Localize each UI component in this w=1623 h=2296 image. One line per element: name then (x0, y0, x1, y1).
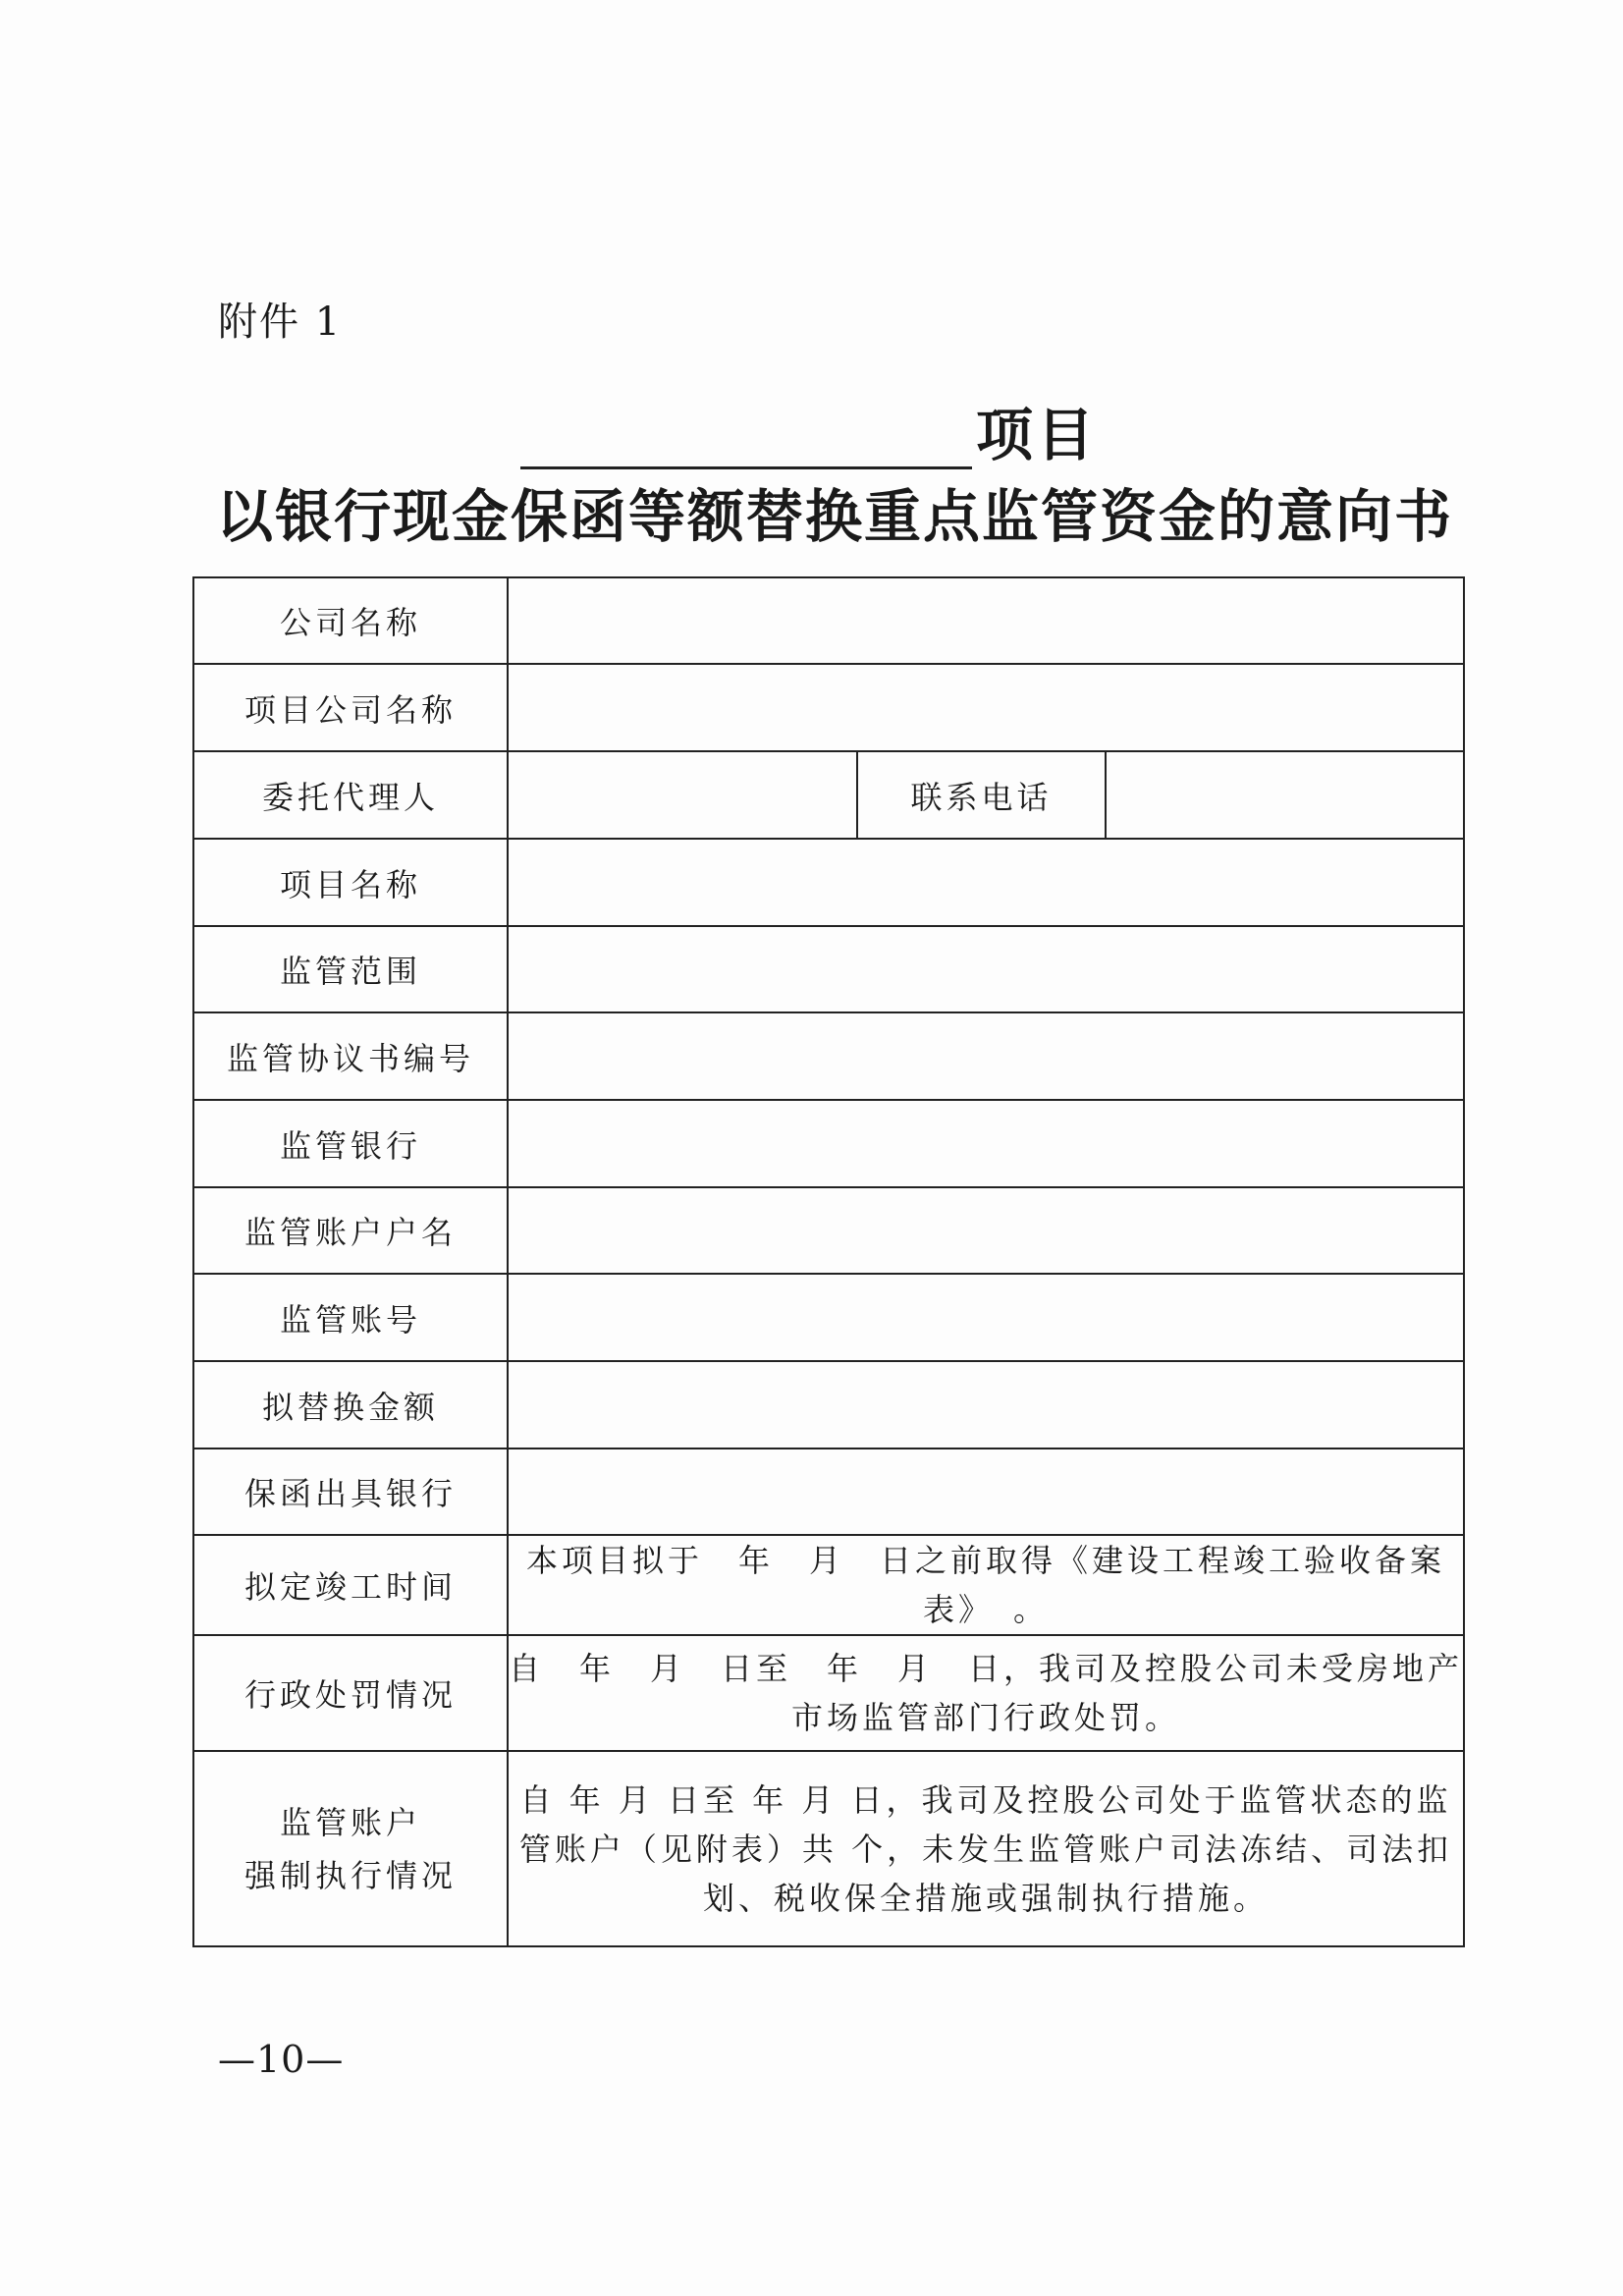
table-row (193, 1274, 1464, 1361)
project-company-name-field[interactable] (508, 664, 1464, 751)
company-name-label: 公司名称 (193, 577, 508, 664)
phone-field[interactable] (1106, 751, 1464, 839)
table-row (193, 1449, 1464, 1535)
supervision-bank-label: 监管银行 (193, 1100, 508, 1187)
table-row (193, 926, 1464, 1012)
account-name-label: 监管账户户名 (193, 1187, 508, 1274)
account-no-label: 监管账号 (193, 1274, 508, 1361)
supervision-bank-field[interactable] (508, 1100, 1464, 1187)
table-row (193, 839, 1464, 926)
table-row (193, 1751, 1464, 1946)
table-row (193, 1361, 1464, 1449)
completion-time-statement[interactable]: 本项目拟于 年 月 日之前取得《建设工程竣工验收备案表》 。 (508, 1535, 1464, 1635)
table-row (193, 1012, 1464, 1100)
agreement-no-label: 监管协议书编号 (193, 1012, 508, 1100)
guarantee-bank-field[interactable] (508, 1449, 1464, 1535)
penalty-statement[interactable]: 自 年 月 日至 年 月 日，我司及控股公司未受房地产市场监管部门行政处罚。 (508, 1635, 1464, 1751)
supervision-scope-field[interactable] (508, 926, 1464, 1012)
page-number: —10— (218, 2038, 345, 2081)
table-row (193, 1635, 1464, 1751)
agreement-no-field[interactable] (508, 1012, 1464, 1100)
enforcement-label-line1: 监管账户 (279, 1803, 421, 1841)
enforcement-label-line2: 强制执行情况 (243, 1856, 457, 1894)
title-line1 (520, 391, 1098, 469)
enforcement-label (193, 1751, 508, 1946)
agent-label: 委托代理人 (193, 751, 508, 839)
table-row (193, 577, 1464, 664)
replace-amount-label: 拟替换金额 (193, 1361, 508, 1449)
title-project-suffix: 项目 (976, 402, 1099, 468)
account-no-field[interactable] (508, 1274, 1464, 1361)
guarantee-bank-label: 保函出具银行 (193, 1449, 508, 1535)
table-row (193, 1187, 1464, 1274)
completion-time-label: 拟定竣工时间 (193, 1535, 508, 1635)
project-name-blank (520, 398, 972, 469)
account-name-field[interactable] (508, 1187, 1464, 1274)
phone-label: 联系电话 (857, 751, 1106, 839)
agent-field[interactable] (508, 751, 857, 839)
penalty-label: 行政处罚情况 (193, 1635, 508, 1751)
table-row (193, 1100, 1464, 1187)
project-company-name-label: 项目公司名称 (193, 664, 508, 751)
table-row (193, 664, 1464, 751)
project-name-field[interactable] (508, 839, 1464, 926)
supervision-scope-label: 监管范围 (193, 926, 508, 1012)
intent-form-table (192, 576, 1465, 1947)
document-title: 以银行现金保函等额替换重点监管资金的意向书 (216, 483, 1454, 550)
project-name-label: 项目名称 (193, 839, 508, 926)
table-row (193, 1535, 1464, 1635)
enforcement-statement[interactable]: 自 年 月 日至 年 月 日，我司及控股公司处于监管状态的监管账户（见附表）共 个，未发生监管账户司法冻结、司法扣划、税收保全措施或强制执行措施。 (508, 1751, 1464, 1946)
table-row (193, 751, 1464, 839)
replace-amount-field[interactable] (508, 1361, 1464, 1449)
company-name-field[interactable] (508, 577, 1464, 664)
attachment-label: 附件 1 (218, 300, 343, 345)
